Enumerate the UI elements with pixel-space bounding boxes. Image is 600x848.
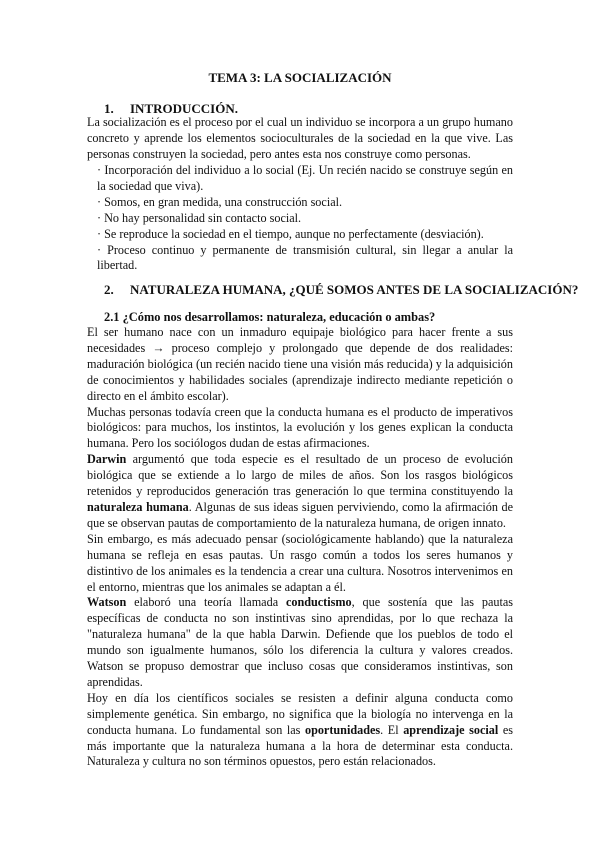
section-title: NATURALEZA HUMANA, ¿QUÉ SOMOS ANTES DE LA SOCIALIZACIÓN? (130, 282, 579, 297)
paragraph-text: argumentó que toda especie es el resultado de un proceso de evolución biológica que se extiende a lo largo de miles de años. Son los rasgos biológicos retenidos y reproducidos generación tras generación lo que termina constituyendo la (87, 452, 513, 499)
subsection-heading (104, 310, 435, 326)
bullet-item: · Somos, en gran medida, una construcción social. (97, 194, 343, 209)
bullet-item: · Proceso continuo y permanente de transmisión cultural, sin llegar a anular la libertad. (97, 242, 513, 273)
paragraph-oportunidades (87, 691, 513, 771)
paragraph-text: . Algunas de sus ideas siguen perviviendo, como la afirmación de que se observan pautas de comportamiento de la naturaleza humana, de origen innato. (87, 499, 514, 530)
bold-term: naturaleza humana (87, 499, 189, 514)
bold-term: conductismo (285, 595, 352, 610)
paragraph-text: , que sostenía que las pautas específicas de conducta no son instintivas sino aprendidas, por lo que rechaza la "naturaleza humana" de la que habla Darwin. Defiende que los pueblos de todo el mundo son igualmente humanos, sólo los diferencia la cultura y valores creados. Watson se propuso demostrar que incluso cosas que consideramos instintivas, son aprendidas. (87, 595, 513, 689)
subsection-number: 2.1 (104, 310, 120, 324)
section-number: 1. (104, 101, 114, 116)
section-title: INTRODUCCIÓN. (130, 101, 238, 116)
bullet-list (97, 163, 513, 274)
bold-term: aprendizaje social (403, 722, 499, 737)
bullet-item: · Se reproduce la sociedad en el tiempo, aunque no perfectamente (desviación). (97, 226, 484, 241)
paragraph-text: elaboró una teoría llamada (126, 595, 286, 610)
section-number: 2. (104, 282, 114, 297)
subsection-title: ¿Cómo nos desarrollamos: naturaleza, educación o ambas? (122, 310, 436, 324)
paragraph-imperativos: Muchas personas todavía creen que la conducta humana es el producto de imperativos biológicos: para muchos, los instintos, la evolución y los genes explican la conducta humana. Pero los sociólogos dudan de estas afirmaciones. (87, 404, 513, 451)
section-heading-naturaleza (104, 282, 578, 298)
intro-text: La socialización es el proceso por el cual un individuo se incorpora a un grupo humano concreto y aprende los elementos socioculturales de la sociedad en la que vive. Las personas construyen la sociedad, pero antes esta nos construye como personas. (87, 115, 513, 161)
body-text (87, 325, 513, 770)
bold-term: oportunidades (304, 722, 381, 737)
bullet-item: · No hay personalidad sin contacto social. (97, 210, 302, 225)
bold-term: Watson (87, 595, 127, 610)
paragraph-maduracion: El ser humano nace con un inmaduro equipaje biológico para hacer frente a sus necesidades → proceso complejo y prolongado que depende de dos realidades: maduración biológica (un recién nacido tiene una visión más reducida) y la adquisición de conocimientos y habilidades sociales (aprendizaje indirecto mediante repetición o directo en el ámbito escolar). (87, 325, 513, 403)
paragraph-darwin (87, 452, 513, 532)
paragraph-cultura: Sin embargo, es más adecuado pensar (sociológicamente hablando) que la naturaleza humana se refleja en esas pautas. Un rasgo común a todos los seres humanos y distintivo de los animales es la tendencia a crear una cultura. Nosotros intervenimos en el entorno, mientras que los animales se adaptan a él. (87, 531, 513, 594)
intro-paragraph (87, 115, 513, 163)
bullet-item: · Incorporación del individuo a lo social (Ej. Un recién nacido se construye según en la sociedad que viva). (97, 163, 513, 193)
bold-term: Darwin (87, 452, 127, 467)
paragraph-text: Hoy en día los científicos sociales se resisten a definir alguna conducta como simplemente genética. Sin embargo, no significa que la biología no intervenga en la conducta humana. Lo fundamental son las (87, 690, 513, 737)
page-title: TEMA 3: LA SOCIALIZACIÓN (208, 70, 392, 85)
paragraph-watson (87, 595, 513, 690)
paragraph-text: . El (380, 722, 404, 737)
paragraph-text: es más importante que la naturaleza humana a la hora de determinar esta conducta. Naturaleza y cultura no son términos opuestos, pero están relacionados. (87, 722, 513, 769)
